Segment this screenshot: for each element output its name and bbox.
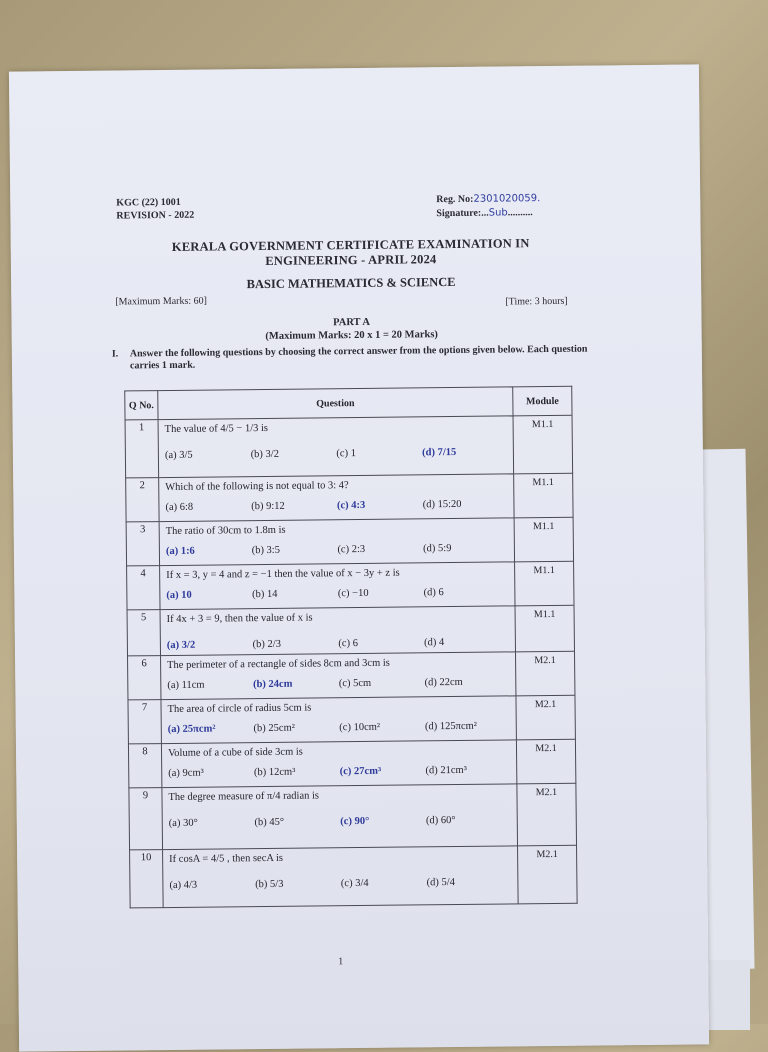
answer-option: (b) 24cm (253, 678, 293, 691)
question-text: If 4x + 3 = 9, then the value of x is (166, 612, 313, 626)
maximum-marks: [Maximum Marks: 60] (115, 295, 208, 308)
answer-option: (b) 45° (254, 816, 285, 829)
question-cell (159, 518, 514, 566)
part-label: PART A (333, 316, 371, 329)
question-row (129, 783, 577, 850)
question-table-body (125, 415, 577, 908)
answer-option: (d) 5:9 (423, 543, 452, 555)
signature-dots: .......... (507, 207, 533, 219)
question-cell (162, 784, 518, 850)
answer-option: (b) 12cm³ (253, 766, 296, 779)
answer-option: (c) 27cm³ (339, 765, 382, 778)
answer-option: (c) −10 (337, 587, 369, 600)
answer-option: (c) 6 (338, 638, 358, 650)
registration-block (436, 192, 540, 221)
answer-option: (b) 2/3 (252, 638, 282, 651)
answer-option: (b) 14 (252, 588, 278, 601)
exam-title-line1: KERALA GOVERNMENT CERTIFICATE EXAMINATION IN (171, 236, 530, 254)
header-qno: Q No. (125, 391, 158, 420)
question-number: 6 (128, 656, 161, 700)
answer-option: (a) 11cm (167, 679, 205, 692)
answer-option: (c) 2:3 (337, 543, 366, 556)
instruction-number: I. (111, 348, 119, 360)
exam-paper (9, 64, 709, 1051)
answer-option: (a) 25πcm² (167, 723, 216, 736)
answer-option: (c) 4:3 (336, 499, 366, 512)
signature-line (436, 206, 540, 221)
question-number: 1 (125, 420, 159, 478)
question-row (127, 605, 574, 656)
question-number: 3 (126, 522, 159, 566)
question-cell (159, 474, 514, 522)
answer-options (168, 720, 511, 735)
module-code: M2.1 (518, 845, 578, 904)
answer-option: (d) 22cm (424, 676, 463, 689)
signature-label: Signature:... (436, 207, 489, 220)
question-row (128, 739, 575, 788)
answer-option: (b) 5/3 (255, 878, 284, 891)
module-code: M1.1 (514, 517, 573, 562)
answer-options (168, 764, 511, 779)
module-code: M1.1 (514, 473, 573, 518)
question-text: The perimeter of a rectangle of sides 8cm and 3cm is (167, 657, 390, 672)
module-code: M1.1 (515, 561, 574, 606)
paper-code: KGC (22) 1001 (116, 196, 181, 209)
answer-option: (c) 10cm² (339, 721, 381, 734)
part-marks: (Maximum Marks: 20 x 1 = 20 Marks) (265, 329, 438, 342)
question-number: 10 (130, 850, 164, 908)
question-cell (161, 652, 516, 700)
answer-option: (d) 7/15 (422, 446, 457, 459)
question-row (125, 415, 573, 478)
exam-title (121, 236, 581, 271)
question-number: 2 (126, 478, 159, 522)
question-cell (161, 740, 516, 788)
question-row (130, 845, 578, 908)
question-text: The area of circle of radius 5cm is (167, 702, 312, 716)
answer-option: (d) 21cm³ (425, 764, 467, 777)
answer-options (167, 636, 510, 651)
header-question: Question (158, 387, 513, 420)
module-code: M2.1 (517, 783, 577, 846)
question-cell (158, 416, 514, 478)
header-module: Module (513, 386, 572, 416)
answer-option: (a) 30° (168, 817, 198, 830)
answer-option: (d) 15:20 (422, 498, 462, 511)
module-code: M2.1 (516, 695, 575, 740)
answer-option: (d) 5/4 (426, 877, 456, 889)
answer-option: (b) 25cm² (253, 722, 295, 735)
question-cell (163, 846, 519, 908)
answer-option: (c) 3/4 (340, 877, 369, 890)
question-text: If cosA = 4/5 , then secA is (169, 852, 284, 866)
question-text: The ratio of 30cm to 1.8m is (165, 524, 286, 538)
answer-option: (a) 9cm³ (168, 767, 204, 780)
question-text: Which of the following is not equal to 3: 4? (165, 480, 349, 494)
answer-option: (d) 4 (424, 637, 445, 649)
module-code: M2.1 (516, 739, 575, 784)
question-table (124, 386, 577, 909)
answer-option: (d) 125πcm² (424, 720, 477, 733)
subject-title: BASIC MATHEMATICS & SCIENCE (246, 274, 456, 292)
question-row (126, 517, 573, 566)
answer-options (165, 446, 508, 461)
answer-option: (d) 6 (423, 587, 444, 599)
answer-options (169, 814, 512, 829)
question-row (128, 651, 575, 700)
question-text: The value of 4/5 − 1/3 is (164, 422, 269, 436)
part-heading (121, 314, 581, 345)
module-code: M1.1 (515, 605, 574, 652)
question-text: The degree measure of π/4 radian is (168, 790, 320, 804)
page-number: 1 (338, 956, 344, 968)
answer-option: (a) 6:8 (165, 501, 194, 514)
answer-option: (b) 3:5 (251, 544, 281, 557)
answer-options (169, 876, 512, 891)
module-code: M2.1 (515, 651, 574, 696)
answer-option: (c) 5cm (338, 677, 372, 690)
answer-option: (c) 90° (340, 815, 370, 828)
question-row (128, 695, 575, 744)
question-number: 7 (128, 700, 161, 744)
question-row (126, 473, 573, 522)
answer-option: (d) 60° (425, 815, 456, 827)
question-text: If x = 3, y = 4 and z = −1 then the value of x − 3y + z is (166, 567, 400, 582)
answer-options (166, 542, 509, 557)
module-code: M1.1 (513, 415, 573, 474)
answer-options (166, 586, 509, 601)
instruction-text: Answer the following questions by choosing the correct answer from the options given below. Each question carries 1 mark. (129, 343, 588, 372)
time-allowed: [Time: 3 hours] (505, 295, 568, 308)
answer-option: (a) 4/3 (169, 879, 198, 892)
question-cell (160, 562, 515, 610)
question-cell (161, 696, 516, 744)
question-row (127, 561, 574, 610)
answer-option: (b) 9:12 (251, 500, 285, 513)
question-number: 9 (129, 788, 163, 850)
reg-value: 2301020059. (473, 193, 541, 205)
question-number: 5 (127, 610, 160, 656)
answer-options (165, 498, 508, 513)
question-number: 4 (127, 566, 160, 610)
answer-option: (a) 10 (166, 589, 192, 602)
answer-option: (c) 1 (336, 448, 356, 460)
answer-option: (b) 3/2 (250, 448, 280, 461)
answer-options (167, 676, 510, 691)
answer-option: (a) 3/5 (164, 449, 193, 462)
answer-option: (a) 1:6 (165, 545, 195, 558)
reg-label: Reg. No: (436, 193, 474, 206)
question-number: 8 (128, 744, 161, 788)
answer-option: (a) 3/2 (166, 639, 196, 652)
exam-title-line2: ENGINEERING - APRIL 2024 (265, 252, 437, 268)
revision: REVISION - 2022 (116, 209, 195, 222)
reg-number-line (436, 192, 540, 207)
question-text: Volume of a cube of side 3cm is (167, 746, 303, 760)
paper-code-block (116, 196, 194, 223)
question-cell (160, 606, 515, 656)
table-header-row (125, 386, 572, 420)
signature-value: Sub (488, 207, 508, 219)
